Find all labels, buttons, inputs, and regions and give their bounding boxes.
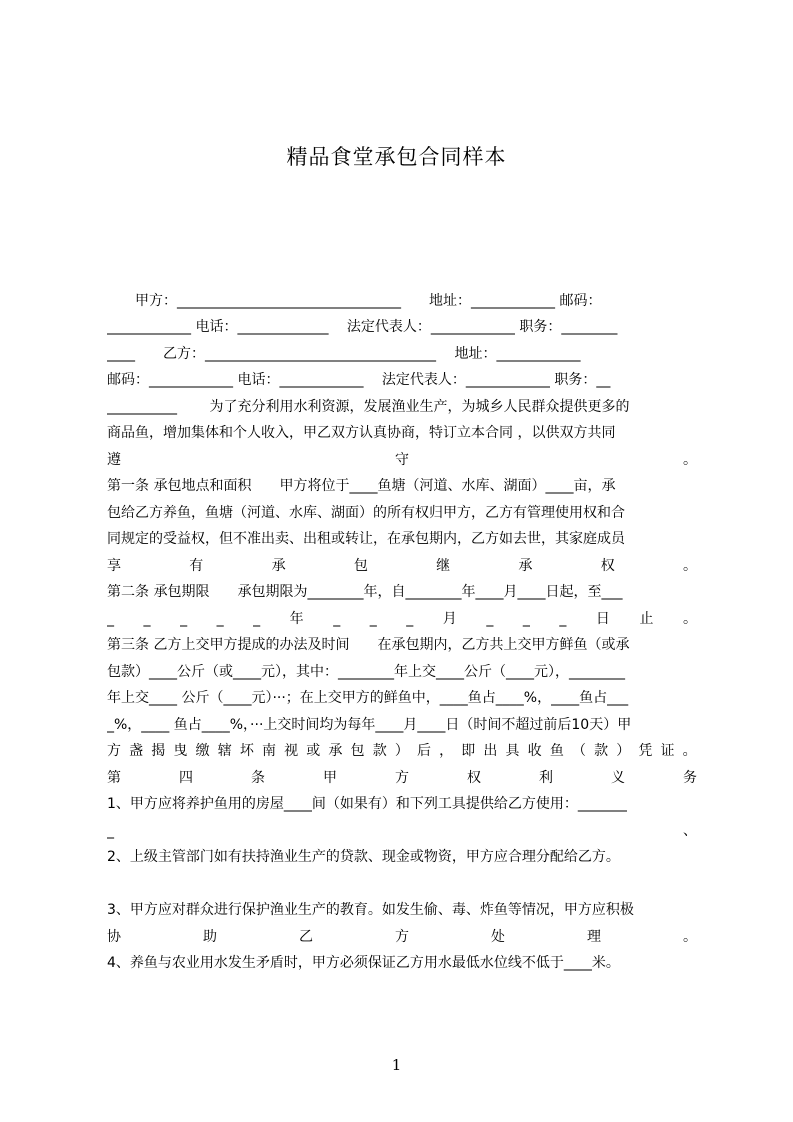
article-three-line-3: 年上交____ 公斤（____元）···；在上交甲方的鲜鱼中，____鱼占____%，____鱼占___ bbox=[107, 690, 629, 706]
spread-char: 证 bbox=[660, 743, 675, 759]
article-three-line-1: 第三条 乙方上交甲方提成的办法及时间 在承包期内，乙方共上交甲方鲜鱼（或承 bbox=[107, 637, 630, 653]
spread-char: ， bbox=[439, 743, 454, 759]
spread-char: 助 bbox=[203, 929, 217, 945]
spread-char: 即 bbox=[461, 743, 476, 759]
party-a-contact-line: ____________ 电话：_____________ 法定代表人：____________ 职务：________ bbox=[107, 319, 618, 335]
article-one-line-3: 同规定的受益权，但不准出卖、出租或转让，在承包期内，乙方如去世，其家庭成员 bbox=[107, 531, 625, 547]
document-title: 精品食堂承包合同样本 bbox=[286, 145, 507, 169]
spread-char: _ bbox=[369, 611, 377, 627]
spread-char: 月 bbox=[442, 611, 457, 627]
spread-char: 、 bbox=[683, 823, 697, 839]
article-four-item-1-continuation bbox=[107, 818, 697, 844]
spread-char: 条 bbox=[251, 770, 265, 786]
spread-char: _ bbox=[559, 611, 567, 627]
spread-char: 后 bbox=[416, 743, 431, 759]
spread-char: _ bbox=[253, 611, 261, 627]
spread-char: _ bbox=[107, 611, 114, 627]
spread-char: _ bbox=[216, 611, 224, 627]
spread-char: 。 bbox=[682, 611, 697, 627]
spread-char: 有 bbox=[189, 558, 204, 574]
spread-char: 视 bbox=[284, 743, 299, 759]
article-three-line-5 bbox=[107, 738, 697, 764]
spread-char: 承 bbox=[518, 558, 533, 574]
spread-char: 揭 bbox=[151, 743, 166, 759]
spread-char: 缴 bbox=[195, 743, 210, 759]
party-b-contact-line: 邮码：____________ 电话：____________ 法定代表人：____________ 职务：__ bbox=[107, 372, 611, 388]
spread-char: _ bbox=[143, 611, 151, 627]
page-number: 1 bbox=[391, 1056, 402, 1074]
article-four-heading bbox=[107, 765, 697, 791]
spread-char: 甲 bbox=[323, 770, 337, 786]
spread-char: 。 bbox=[682, 743, 697, 759]
spread-char: _ bbox=[107, 823, 114, 839]
spread-char: 方 bbox=[395, 929, 409, 945]
article-four-item-3-continuation bbox=[107, 924, 697, 950]
preamble-line-2: 商品鱼，增加集体和个人收入，甲乙双方认真协商，特订立本合同 ，以供双方共同 bbox=[107, 425, 616, 441]
spread-char: _ bbox=[522, 611, 530, 627]
spread-char: 南 bbox=[261, 743, 276, 759]
spread-char: ） bbox=[616, 743, 631, 759]
spread-char: 包 bbox=[353, 558, 368, 574]
party-a-line: 甲方：________________________________ 地址：____________ 邮码： bbox=[107, 293, 602, 309]
spread-char: 。 bbox=[683, 452, 697, 468]
spread-char: 年 bbox=[289, 611, 304, 627]
article-four-item-4: 4、养鱼与农业用水发生矛盾时，甲方必须保证乙方用水最低水位线不低于____米。 bbox=[107, 955, 620, 971]
spread-char: 款 bbox=[372, 743, 387, 759]
spread-char: 包 bbox=[350, 743, 365, 759]
spread-char: 义 bbox=[611, 770, 625, 786]
spread-char: 款 bbox=[594, 743, 609, 759]
article-three-line-2: 包款）____公斤（或____元），其中：________年上交____公斤（____元），________ bbox=[107, 664, 625, 680]
article-four-item-1: 1、甲方应将养护鱼用的房屋____间（如果有）和下列工具提供给乙方使用：_______ bbox=[107, 796, 627, 812]
article-four-item-2: 2、上级主管部门如有扶持渔业生产的贷款、现金或物资，甲方应合理分配给乙方。 bbox=[107, 849, 620, 865]
spread-char: 利 bbox=[539, 770, 553, 786]
spread-char: 凭 bbox=[638, 743, 653, 759]
spread-char: 坏 bbox=[239, 743, 254, 759]
preamble-line-3 bbox=[107, 447, 697, 473]
spread-char: 收 bbox=[527, 743, 542, 759]
spread-char: 方 bbox=[395, 770, 409, 786]
spread-char: 权 bbox=[600, 558, 615, 574]
spread-char: ） bbox=[394, 743, 409, 759]
spread-char: 止 bbox=[639, 611, 654, 627]
spread-char: 或 bbox=[306, 743, 321, 759]
article-three-line-4: _%，____ 鱼占____%，···上交时间均为每年____月____日（时间不超过前后10天）甲 bbox=[107, 717, 632, 733]
spread-char: 。 bbox=[682, 558, 697, 574]
spread-char: _ bbox=[180, 611, 188, 627]
spread-char: 日 bbox=[595, 611, 610, 627]
spread-char: 曳 bbox=[173, 743, 188, 759]
spread-char: 出 bbox=[483, 743, 498, 759]
spread-char: 守 bbox=[395, 452, 409, 468]
party-b-line: ____ 乙方：_________________________________ 地址：____________ bbox=[107, 346, 581, 362]
spread-char: 继 bbox=[436, 558, 451, 574]
spread-char: 遵 bbox=[107, 452, 121, 468]
spread-char: 鱼 bbox=[549, 743, 564, 759]
spread-char: _ bbox=[406, 611, 414, 627]
spread-char: 享 bbox=[107, 558, 121, 574]
article-two-line-1: 第二条 承包期限 承包期限为________年，自________年____月____日起，至___ bbox=[107, 584, 623, 600]
spread-char: 协 bbox=[107, 929, 121, 945]
spread-char: 辖 bbox=[217, 743, 232, 759]
spread-char: _ bbox=[333, 611, 341, 627]
spread-char: 。 bbox=[683, 929, 697, 945]
spread-char: 四 bbox=[179, 770, 193, 786]
spread-char: 承 bbox=[328, 743, 343, 759]
article-one-line-4 bbox=[107, 553, 697, 579]
spread-char: 具 bbox=[505, 743, 520, 759]
spread-char: 权 bbox=[467, 770, 481, 786]
article-two-line-2 bbox=[107, 606, 697, 632]
article-one-line-2: 包给乙方养鱼，鱼塘（河道、水库、湖面）的所有权归甲方，乙方有管理使用权和合 bbox=[107, 505, 625, 521]
article-one-line-1: 第一条 承包地点和面积 甲方将位于____鱼塘（河道、水库、湖面）____亩，承 bbox=[107, 478, 616, 494]
spread-char: 承 bbox=[271, 558, 286, 574]
spread-char: 方 bbox=[107, 743, 121, 759]
spread-char: 第 bbox=[107, 770, 121, 786]
spread-char: 理 bbox=[587, 929, 601, 945]
spread-char: _ bbox=[486, 611, 494, 627]
spread-char: 乙 bbox=[299, 929, 313, 945]
article-four-item-3: 3、甲方应对群众进行保护渔业生产的教育。如发生偷、毒、炸鱼等情况，甲方应积极 bbox=[107, 902, 634, 918]
spread-char: （ bbox=[571, 743, 586, 759]
spread-char: 务 bbox=[683, 770, 697, 786]
spread-char: 盏 bbox=[129, 743, 144, 759]
spread-char: 处 bbox=[491, 929, 505, 945]
preamble-line-1: __________ 为了充分利用水利资源，发展渔业生产，为城乡人民群众提供更多的 bbox=[107, 399, 630, 415]
